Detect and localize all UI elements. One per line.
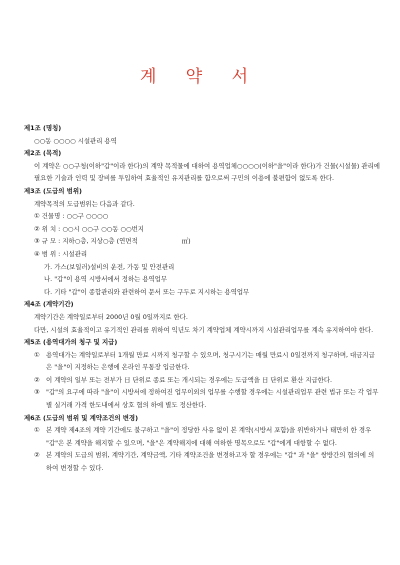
clause-marker: ③ <box>34 388 40 397</box>
article-3-item-3 <box>24 235 380 248</box>
article-3-item-3-text: ③ 규 모 : 지하○층, 지상○층 (연면적 <box>34 237 138 246</box>
clause-marker: ① <box>34 426 40 435</box>
article-3-intro: 계약목적의 도급범위는 다음과 같다. <box>34 199 135 208</box>
clause-marker: ② <box>34 375 40 384</box>
article-3-sub-1: 가. 가스(보일러)설비의 운전, 가동 및 안전관리 <box>44 262 175 271</box>
article-5-clause-2 <box>24 374 380 387</box>
clause-text: 본 계약 제4조의 계약 기간에도 불구하고 "을"이 정당한 사유 없이 본 계약(시방서 포함)을 위반하거나 태만히 한 경우 "갑"은 본 계약을 해지할 수 있으며, "을"은 계약해지에 대해 여하한 명목으로도 "갑"에게 대항할 수 없다. <box>46 426 372 447</box>
article-5-heading: 제5조 (용역대가의 청구 및 지급) <box>24 338 118 347</box>
article-2-heading: 제2조 (목적) <box>24 149 62 158</box>
article-6-heading: 제6조 (도급의 범위 및 계약조건의 변경) <box>24 413 139 422</box>
article-5-clause-3 <box>24 386 380 411</box>
contract-body <box>24 122 380 475</box>
clause-text: 이 계약의 일부 또는 전부가 日 단위로 종료 또는 개시되는 경우에는 도급액을 日 단위로 환산 지급한다. <box>46 375 333 384</box>
article-3-heading: 제3조 (도급의 범위) <box>24 186 82 195</box>
article-3-item-1: ① 건물명 : ○○구 ○○○○ <box>34 212 109 221</box>
article-3-item-4: ④ 범 위 : 시설관리 <box>34 249 88 258</box>
clause-marker: ① <box>34 350 40 359</box>
article-6-clause-2 <box>24 449 380 474</box>
article-4-line-2: 다만, 시설의 효율적이고 유기적인 관리를 위하여 익년도 차기 계약업체 계약시까지 시설관리업무를 계속 유지하여야 한다. <box>34 325 374 334</box>
article-4-heading: 제4조 (계약기간) <box>24 300 74 309</box>
clause-text: 용역대가는 계약일로부터 1개월 만료 시까지 청구할 수 있으며, 청구시기는 매월 만료시 0일전까지 청구하며, 대금지급은 "을"이 지정하는 은행에 온라인 무통장 입금한다. <box>46 350 375 372</box>
article-3-sub-2: 나. "갑"이 용역 시방서에서 정하는 용역업무 <box>44 275 168 284</box>
article-5-clause-1 <box>24 349 380 374</box>
article-2-body: 이 계약은 ○○구청(이하"갑"이라 한다)의 계약 목적물에 대하여 용역업체○○○○(이하"을"이라 한다)가 건물(시설물) 관리에 필요한 기술과 인력 및 장비를 투입하여 효율적인 유지관리를 함으로써 구민의 이용에 불편함이 없도록 한다. <box>34 161 380 183</box>
article-6-clause-1 <box>24 424 380 449</box>
article-1-body: ○○동 ○○○○ 시설관리 용역 <box>34 136 117 145</box>
clause-marker: ② <box>34 451 40 460</box>
article-3-item-2: ② 위 치 : ○○시 ○○구 ○○동 ○○번지 <box>34 224 144 233</box>
article-1-heading: 제1조 (명칭) <box>24 124 62 132</box>
document-title: 계 약 서 <box>139 67 261 87</box>
clause-text: "갑"의 요구에 따라 "을"이 시방서에 정하여진 업무이외의 업무를 수행할 경우에는 시설관리업무 관련 법규 또는 각 업무별 실거래 가격 한도내에서 상호 협의 하에 별도 정산한다. <box>46 388 379 410</box>
article-3-sub-3: 다. 기타 "갑"이 종합관리와 관련하여 문서 또는 구두로 지시하는 용역업무 <box>44 287 250 296</box>
article-3-item-3-unit: ㎡) <box>181 237 191 246</box>
clause-text: 본 계약의 도급의 범위, 계약기간, 계약금액, 기타 계약조건을 변경하고자 할 경우에는 "갑" 과 "을" 쌍방간의 협의에 의하여 변경할 수 있다. <box>46 451 375 473</box>
article-4-line-1: 계약기간은 계약일로부터 2000년 0월 0일까지로 한다. <box>34 312 188 321</box>
